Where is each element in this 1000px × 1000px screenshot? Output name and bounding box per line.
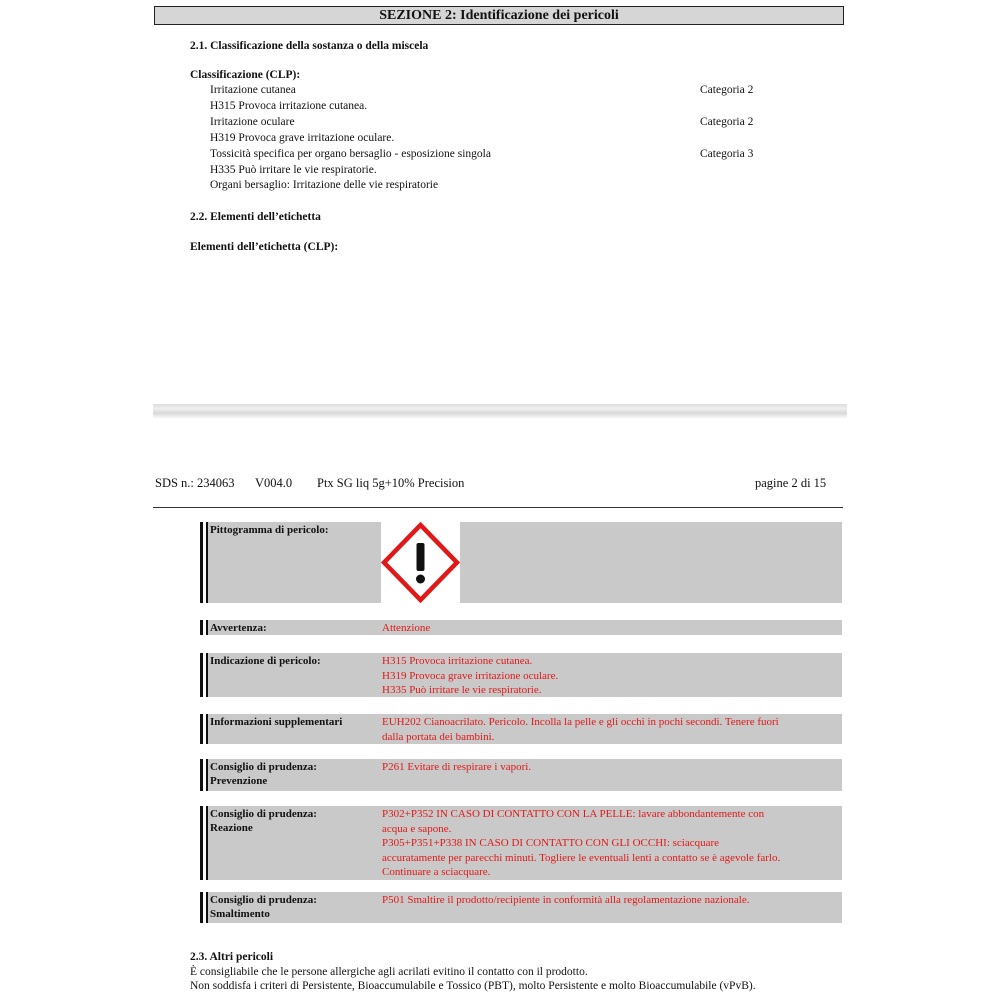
row-bar xyxy=(200,892,203,923)
divider xyxy=(153,507,843,508)
label-line: Consiglio di prudenza: xyxy=(210,808,317,820)
row-label xyxy=(208,806,381,880)
value-line: Continuare a sciacquare. xyxy=(382,866,491,878)
value-line: accuratamente per parecchi minuti. Togliere le eventuali lenti a contatto se è agevole farlo. xyxy=(382,851,781,864)
sds-number: SDS n.: 234063 xyxy=(155,476,235,490)
classification-text: H315 Provoca irritazione cutanea. xyxy=(210,100,368,112)
value-line: H335 Può irritare le vie respiratorie. xyxy=(382,684,542,696)
row-value xyxy=(381,892,842,923)
value-line: Attenzione xyxy=(382,622,431,634)
label-line: Prevenzione xyxy=(210,775,268,787)
label-line: Smaltimento xyxy=(210,908,270,920)
row-avvertenza xyxy=(200,620,842,635)
row-value xyxy=(381,714,842,744)
classification-category: Categoria 2 xyxy=(700,84,754,96)
value-line: P501 Smaltire il prodotto/recipiente in conformità alla regolamentazione nazionale. xyxy=(382,894,750,906)
row-smaltimento xyxy=(200,892,842,923)
row-bar xyxy=(200,759,203,791)
row-informazioni xyxy=(200,714,842,744)
classification-text: Irritazione cutanea xyxy=(210,84,296,96)
classification-text: Irritazione oculare xyxy=(210,116,295,128)
value-line: P305+P351+P338 IN CASO DI CONTATTO CON GLI OCCHI: sciacquare xyxy=(382,837,720,849)
row-value xyxy=(381,806,842,880)
sds-version: V004.0 xyxy=(255,476,293,490)
page-number: pagine 2 di 15 xyxy=(755,476,827,490)
label-line: Consiglio di prudenza: xyxy=(210,761,317,773)
clp-heading: Classificazione (CLP): xyxy=(190,69,301,81)
pictogram-cell xyxy=(381,522,460,603)
value-line: EUH202 Cianoacrilato. Pericolo. Incolla la pelle e gli occhi in pochi secondi. Tenere fuori xyxy=(382,716,779,728)
s22-heading: 2.2. Elementi dell’etichetta xyxy=(190,211,321,223)
row-label: Informazioni supplementari xyxy=(208,714,381,744)
row-indicazione xyxy=(200,653,842,697)
row-label xyxy=(208,759,381,791)
other-hazards-line: Non soddisfa i criteri di Persistente, Bioaccumulabile e Tossico (PBT), molto Persistente e molto Bioaccumulabile (vPvB). xyxy=(190,980,756,992)
row-value xyxy=(381,620,842,635)
classification-text: H319 Provoca grave irritazione oculare. xyxy=(210,132,395,144)
row-label: Avvertenza: xyxy=(208,620,381,635)
page-break xyxy=(153,404,847,419)
row-bar xyxy=(200,806,203,880)
value-line: H319 Provoca grave irritazione oculare. xyxy=(382,669,559,682)
row-pittogramma xyxy=(200,522,842,603)
value-line: H315 Provoca irritazione cutanea. xyxy=(382,655,533,667)
s21-heading: 2.1. Classificazione della sostanza o della miscela xyxy=(190,40,429,52)
label-clp-heading: Elementi dell’etichetta (CLP): xyxy=(190,241,339,253)
row-label: Pittogramma di pericolo: xyxy=(208,522,381,603)
label-line: Reazione xyxy=(210,822,253,834)
classification-text: H335 Può irritare le vie respiratorie. xyxy=(210,164,377,176)
row-value xyxy=(381,653,842,697)
classification-category: Categoria 3 xyxy=(700,148,754,160)
row-bar xyxy=(200,714,203,744)
classification-text: Organi bersaglio: Irritazione delle vie respiratorie xyxy=(210,179,439,191)
row-prevenzione xyxy=(200,759,842,791)
product-name: Ptx SG liq 5g+10% Precision xyxy=(317,476,465,490)
row-bar xyxy=(200,620,203,635)
label-line: Consiglio di prudenza: xyxy=(210,894,317,906)
other-hazards-line: È consigliabile che le persone allergiche agli acrilati evitino il contatto con il prodotto. xyxy=(190,966,588,978)
row-label xyxy=(208,892,381,923)
row-reazione xyxy=(200,806,842,880)
value-line: P261 Evitare di respirare i vapori. xyxy=(382,761,532,773)
value-line: dalla portata dei bambini. xyxy=(382,730,495,743)
value-line: P302+P352 IN CASO DI CONTATTO CON LA PELLE: lavare abbondantemente con xyxy=(382,808,765,820)
row-bar xyxy=(200,653,203,697)
section-title: SEZIONE 2: Identificazione dei pericoli xyxy=(154,6,844,25)
classification-text: Tossicità specifica per organo bersaglio - esposizione singola xyxy=(210,148,491,160)
value-line: acqua e sapone. xyxy=(382,822,452,835)
ghs07-exclamation-icon xyxy=(381,522,460,603)
row-value xyxy=(381,759,842,791)
row-label: Indicazione di pericolo: xyxy=(208,653,381,697)
pictogram-filler xyxy=(460,522,842,603)
s23-heading: 2.3. Altri pericoli xyxy=(190,951,274,963)
row-bar xyxy=(200,522,203,603)
classification-category: Categoria 2 xyxy=(700,116,754,128)
